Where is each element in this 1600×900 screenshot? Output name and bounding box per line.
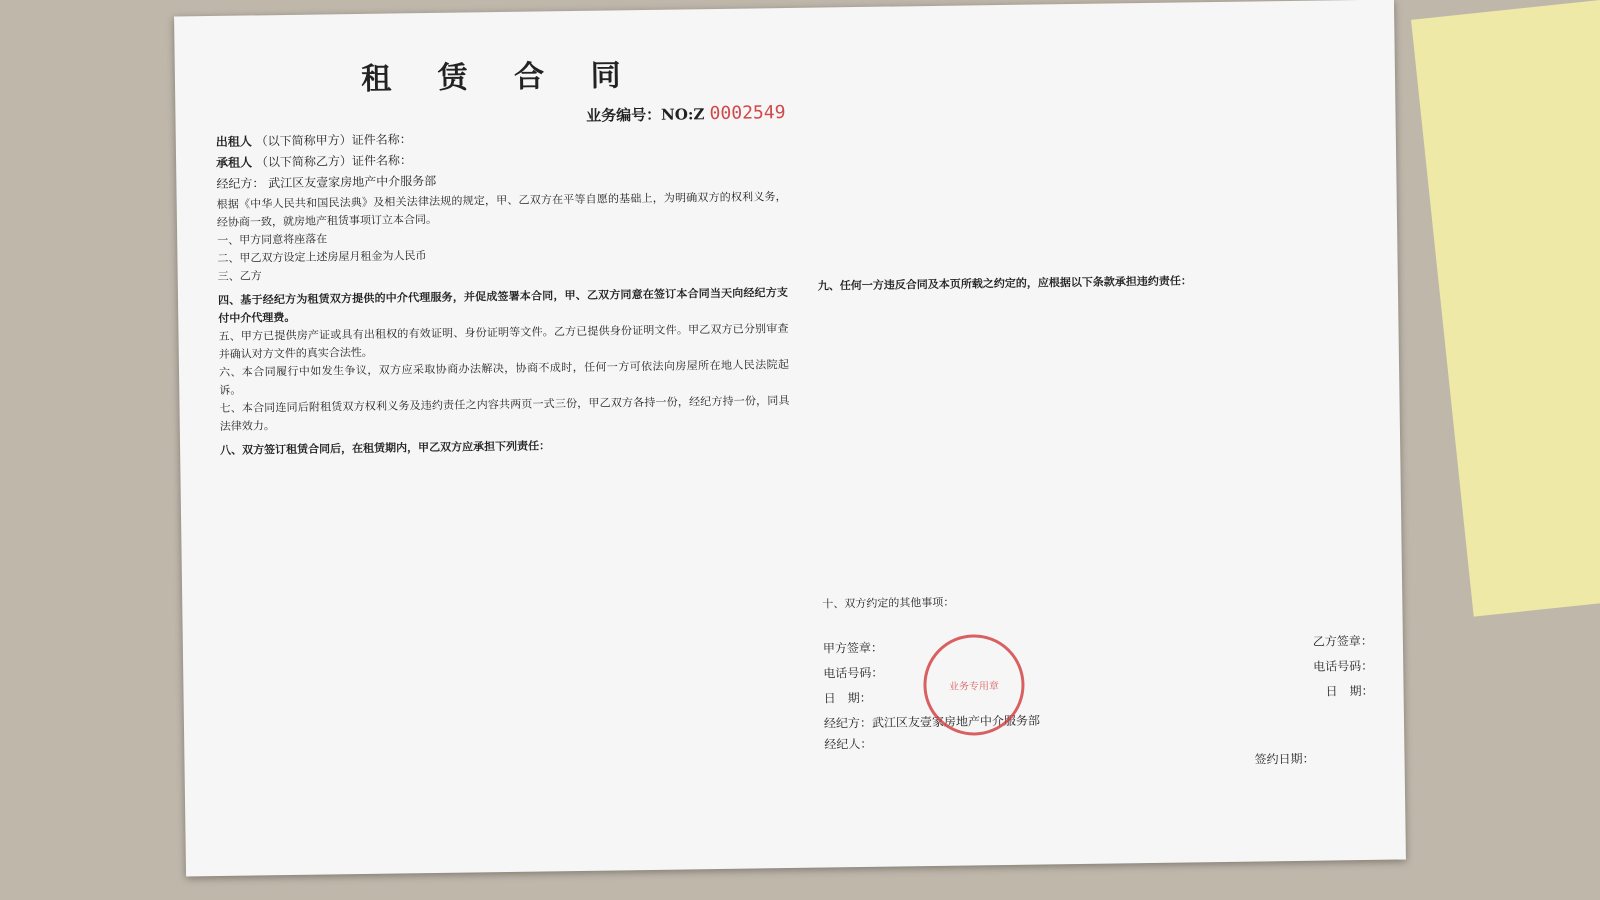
contract-title: 租 赁 合 同	[361, 58, 639, 97]
clause-8: 八、双方签订租赁合同后，在租赁期内，甲乙双方应承担下列责任：	[220, 439, 551, 457]
clause-9: 九、任何一方违反合同及本页所载之约定的，应根据以下条款承担违约责任：	[817, 274, 1192, 293]
clause-4: 四、基于经纪方为租赁双方提供的中介代理服务，并促成签署本合同，甲、乙双方同意在签订本合同当天向经纪方支付中介代理费。	[217, 286, 789, 325]
clause-5: 五、甲方已提供房产证或具有出租权的有效证明、身份证明等文件。乙方已提供身份证明文件。甲乙双方已分别审查并确认对方文件的真实合法性。	[218, 322, 789, 361]
contract-document	[174, 0, 1406, 876]
right-column	[814, 0, 1376, 868]
clause-10: 十、双方约定的其他事项：	[822, 595, 955, 611]
party-a-sign: 甲方签章：	[822, 640, 884, 656]
date-b: 日 期：	[1325, 683, 1374, 699]
intro-paragraph: 根据《中华人民共和国民法典》及相关法律法规的规定，甲、乙双方在平等自愿的基础上，为明确双方的权利义务，经协商一致，就房地产租赁事项订立本合同。	[216, 190, 787, 229]
left-column	[214, 8, 796, 876]
phone-b: 电话号码：	[1313, 658, 1374, 674]
agent-sign: 经纪方：武江区友壹家房地产中介服务部	[823, 713, 1041, 731]
clause-7: 七、本合同连同后附租赁双方权利义务及违约责任之内容共两页一式三份，甲乙双方各持一份，经纪方持一份，同具法律效力。	[219, 394, 790, 433]
business-number: 业务编号：NO:Z 0002549	[585, 102, 786, 125]
agent-row: 经纪方： 武江区友壹家房地产中介服务部	[216, 173, 437, 191]
lessor-row: 出租人 （以下简称甲方）证件名称：	[215, 132, 412, 149]
clause-6: 六、本合同履行中如发生争议，双方应采取协商办法解决，协商不成时，任何一方可依法向房屋所在地人民法院起诉。	[218, 358, 790, 397]
business-number-value: 0002549	[709, 102, 786, 125]
clause-3: 三、乙方	[217, 269, 262, 283]
background-paper	[1411, 0, 1600, 617]
lessee-row: 承租人 （以下简称乙方）证件名称：	[216, 153, 413, 170]
signed-date: 签约日期：	[1254, 751, 1315, 767]
phone-a: 电话号码：	[823, 665, 884, 681]
clause-2: 二、甲乙双方设定上述房屋月租金为人民币	[217, 249, 427, 265]
signature-block	[823, 624, 1375, 778]
agent-person: 经纪人：	[824, 736, 873, 752]
company-stamp: 业务专用章	[923, 634, 1025, 736]
date-a: 日 期：	[823, 690, 872, 706]
party-b-sign: 乙方签章：	[1312, 633, 1373, 649]
clause-1: 一、甲方同意将座落在	[217, 232, 328, 247]
